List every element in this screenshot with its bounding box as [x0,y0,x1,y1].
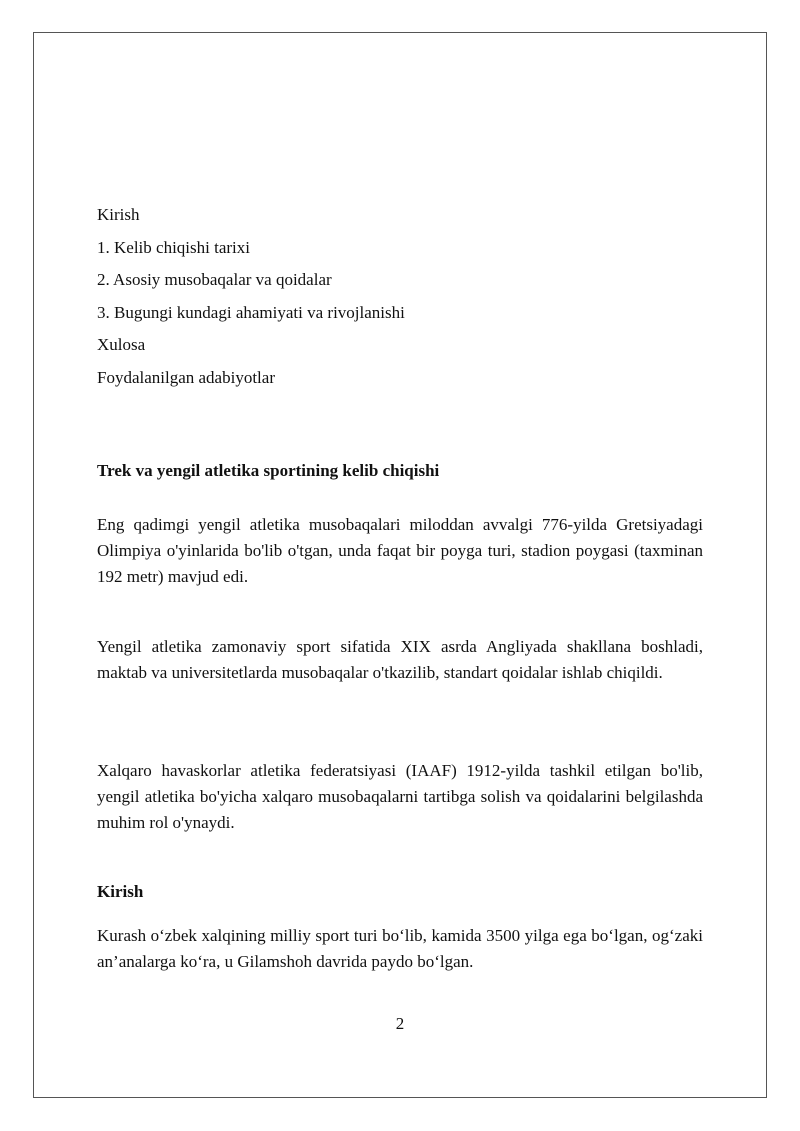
toc-item-significance: 3. Bugungi kundagi ahamiyati va rivojlanishi [97,302,405,322]
toc-item-references: Foydalanilgan adabiyotlar [97,367,275,387]
paragraph-kurash: Kurash o‘zbek xalqining milliy sport turi bo‘lib, kamida 3500 yilga ega bo‘lgan, og‘zaki an’analarga ko‘ra, u Gilamshoh davrida paydo bo‘lgan. [97,926,703,971]
page-number: 2 [395,1014,405,1033]
section-heading-kirish: Kirish [97,882,144,901]
paragraph-iaaf: Xalqaro havaskorlar atletika federatsiyasi (IAAF) 1912-yilda tashkil etilgan bo'lib, yengil atletika bo'yicha xalqaro musobaqalarni tartibga solish va qoidalarini belgilashda muhim rol o'ynaydi. [97,761,703,832]
toc-item-competitions: 2. Asosiy musobaqalar va qoidalar [97,270,332,290]
paragraph-modern-sport: Yengil atletika zamonaviy sport sifatida XIX asrda Angliyada shakllana boshladi, maktab va universitetlarda musobaqalar o'tkazilib, standart qoidalar ishlab chiqildi. [97,637,703,682]
toc-item-kirish: Kirish [97,205,140,224]
table-of-contents [97,199,703,395]
toc-item-history: 1. Kelib chiqishi tarixi [97,237,250,257]
paragraph-ancient-olympics: Eng qadimgi yengil atletika musobaqalari miloddan avvalgi 776-yilda Gretsiyadagi Olimpiya o'yinlarida bo'lib o'tgan, unda faqat bir poyga turi, stadion poygasi (taxminan 192 metr) mavjud edi. [97,515,703,586]
toc-item-conclusion: Xulosa [97,335,146,355]
section-heading-origin: Trek va yengil atletika sportining kelib chiqishi [97,461,440,480]
